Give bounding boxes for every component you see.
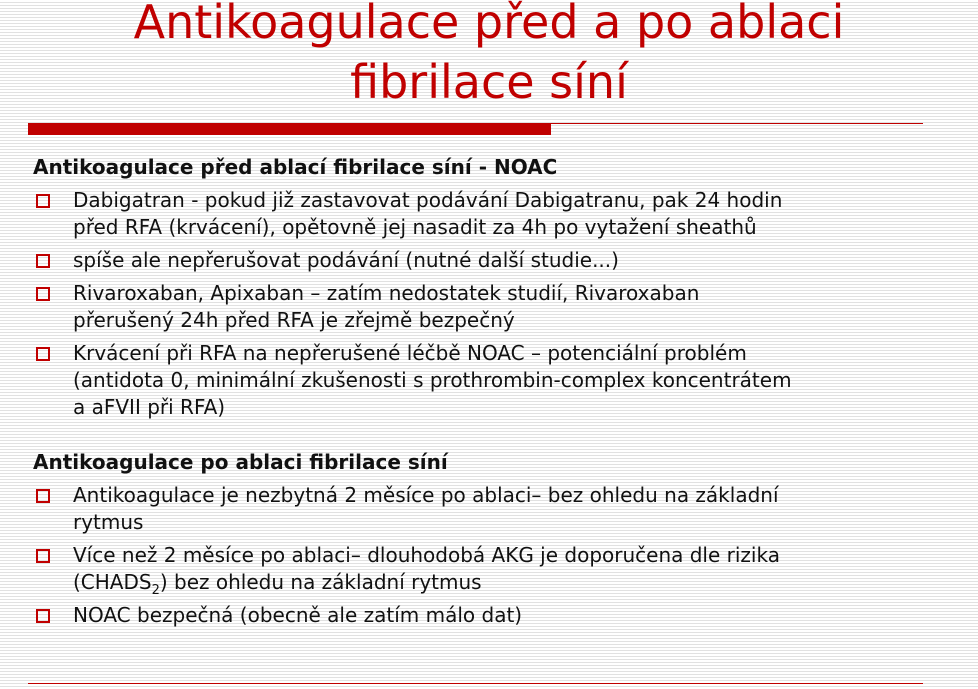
list-item-line	[73, 569, 933, 596]
list-item	[33, 340, 933, 421]
section-spacer	[33, 421, 933, 448]
chads-subscript: 2	[151, 583, 160, 598]
slide-title-line-1: Antikoagulace před a po ablaci	[133, 0, 845, 49]
section-heading-after-ablation: Antikoagulace po ablaci fibrilace síní	[33, 450, 448, 474]
list-item	[33, 247, 933, 274]
square-bullet-icon	[36, 489, 50, 503]
slide-content	[33, 153, 933, 629]
list-item-line: přerušený 24h před RFA je zřejmě bezpečný	[73, 308, 515, 332]
footer-divider	[28, 683, 923, 684]
list-item	[33, 280, 933, 334]
slide-title-line-2: fibrilace síní	[350, 55, 628, 109]
slide-title	[0, 0, 978, 112]
section-heading-before-ablation: Antikoagulace před ablací fibrilace síní - NOAC	[33, 155, 558, 179]
bullet-list-after-ablation	[33, 482, 933, 629]
list-item-line: a aFVII při RFA)	[73, 395, 226, 419]
chads-suffix: ) bez ohledu na základní rytmus	[159, 570, 482, 594]
square-bullet-icon	[36, 347, 50, 361]
square-bullet-icon	[36, 549, 50, 563]
list-item-line: Více než 2 měsíce po ablaci– dlouhodobá AKG je doporučena dle rizika	[73, 543, 780, 567]
list-item-line: rytmus	[73, 510, 144, 534]
list-item-line: NOAC bezpečná (obecně ale zatím málo dat)	[73, 603, 523, 627]
list-item-line: spíše ale nepřerušovat podávání (nutné další studie...)	[73, 248, 619, 272]
square-bullet-icon	[36, 287, 50, 301]
square-bullet-icon	[36, 254, 50, 268]
list-item	[33, 482, 933, 536]
list-item	[33, 542, 933, 596]
chads-prefix: (CHADS	[73, 570, 152, 594]
list-item	[33, 602, 933, 629]
square-bullet-icon	[36, 609, 50, 623]
list-item-line: (antidota 0, minimální zkušenosti s prothrombin-complex koncentrátem	[73, 368, 792, 392]
list-item-line: Antikoagulace je nezbytná 2 měsíce po ablaci– bez ohledu na základní	[73, 483, 779, 507]
square-bullet-icon	[36, 194, 50, 208]
list-item-line: před RFA (krvácení), opětovně jej nasadit za 4h po vytažení sheathů	[73, 215, 757, 239]
bullet-list-before-ablation	[33, 187, 933, 421]
title-divider-thick	[28, 123, 551, 135]
list-item-line: Krvácení při RFA na nepřerušené léčbě NOAC – potenciální problém	[73, 341, 747, 365]
list-item	[33, 187, 933, 241]
list-item-line: Rivaroxaban, Apixaban – zatím nedostatek studií, Rivaroxaban	[73, 281, 700, 305]
list-item-line: Dabigatran - pokud již zastavovat podávání Dabigatranu, pak 24 hodin	[73, 188, 783, 212]
